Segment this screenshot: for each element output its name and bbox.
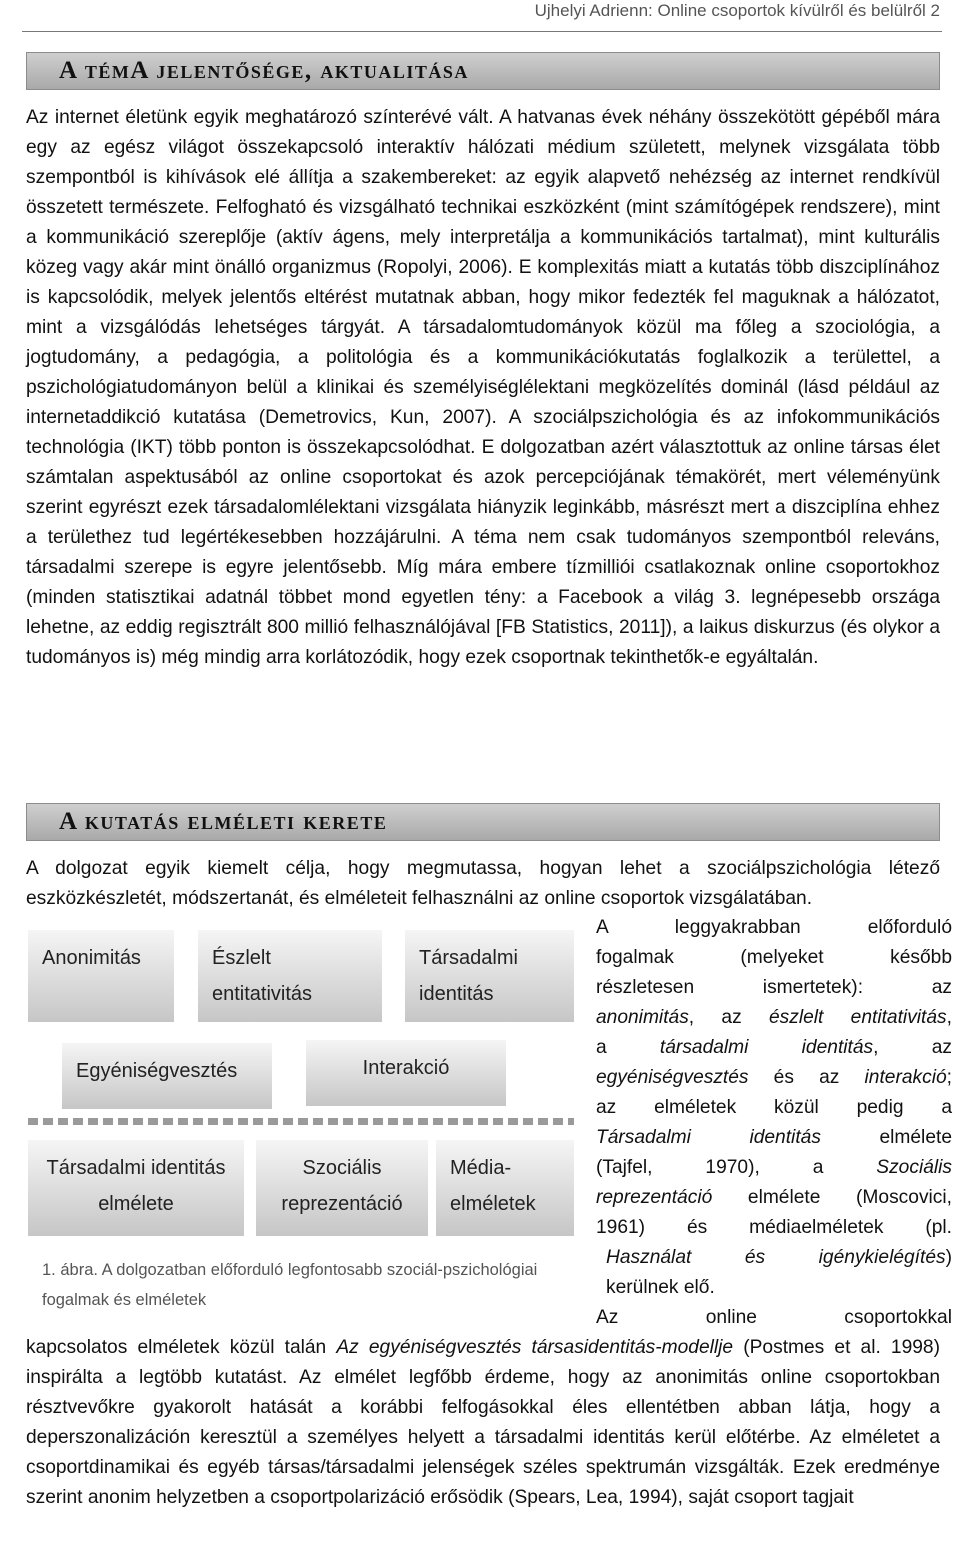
theory-box-social-identity: Társadalmi identitás elmélete xyxy=(28,1140,244,1236)
cont-text-pre: kapcsolatos elméletek közül talán xyxy=(26,1337,337,1358)
cont-text-post: (Postmes et al. 1998) inspirálta a legtöbb kutatást. Az elmélet legfőbb érdeme, hogy az anonimitás online csoportokban résztvevőkre gyakorolt hatását a korábbi felfogásokkal éles ellentétben abban látja, hogy a deperszonalizáción keresztül a személyes helyett a társadalmi identitás kerül előtérbe. Az elméletet a csoportdinamikai és egyéb társas/társadalmi jelenségek széles spektrumán vizsgálták. Ezek eredménye szerint anonim helyzetben a csoportpolarizáció erősödik (Spears, Lea, 1994), saját csoport tagjait xyxy=(26,1337,940,1508)
concept-box-deindividuation: Egyéniségvesztés xyxy=(62,1043,272,1109)
theory-box-media: Média-elméletek xyxy=(436,1140,574,1236)
figure-divider xyxy=(28,1118,574,1125)
theory-box-social-representation: Szociális reprezentáció xyxy=(256,1140,428,1236)
side-line: anonimitás, az észlelt entitativitás, xyxy=(596,1007,952,1028)
side-line: az elméletek közül pedig a xyxy=(596,1097,952,1118)
section1-paragraph: Az internet életünk egyik meghatározó színterévé vált. A hatvanas évek néhány összekötött gépéből mára egy az egész világot összekapcsoló interaktív hálózati médium született, melynek vizsgálata több szempontból is kihívások elé állítja a szakembereket: az egyik alapvető nehézség az internet rendkívül összetett természete. Felfogható és vizsgálható technikai eszközként (mint számítógépek rendszere), mint a kommunikáció szereplője (aktív ágens, mely interpretálja a kommunikációs tartalmat), mint kulturális közeg vagy akár mint önálló organizmus (Ropolyi, 2006). E komplexitás miatt a kutatás több diszciplínához is kapcsolódik, melyek jelentős eltérést mutatnak abban, hogy mikor fedezték fel maguknak a hálózatot, mint a vizsgálódás lehetséges tárgyát. A társadalomtudományok közül ma főleg a szociológia, a jogtudomány, a pedagógia, a politológia és a kommunikációkutatás foglalkozik a területtel, a pszichológiatudományon belül a klinikai és személyiséglélektani megközelítés dominál (lásd például az internetaddikció kutatása (Demetrovics, Kun, 2007). A szociálpszichológia és az infokommunikációs technológia (IKT) több ponton is összekapcsolódhat. E dolgozatban azért választottuk az online társas élet számtalan aspektusából az online csoportokat és azok percepciójának témakörét, mert véleményünk szerint egyrészt ezek társadalomlélektani vizsgálata hiányzik leginkább, másrészt mert a diszciplína ehhez a területhez tud legértékesebben hozzájárulni. A téma nem csak tudományos szempontból releváns, társadalmi szerepe is egyre jelentősebb. Míg mára embere tízmilliói csatlakoznak online csoportokhoz (minden statisztikai adatnál többet mond egyetlen tény: a Facebook a világ 3. legnépesebb országa lehetne, az eddig regisztrált 800 millió felhasználójával [FB Statistics, 2011]), a laikus diskurzus (és olykor a tudományos is) még mindig arra korlátozódik, hogy ezek csoportnak tekinthetők-e egyáltalán. xyxy=(26,107,940,668)
section2-continued-paragraph xyxy=(26,1333,940,1513)
concept-box-entitativity: Észlelt entitativitás xyxy=(198,930,382,1022)
side-line: A leggyakrabban előforduló xyxy=(596,917,952,938)
section-heading-framework: A kutatás elméleti kerete xyxy=(26,803,940,841)
side-line: reprezentáció elmélete (Moscovici, xyxy=(596,1187,952,1208)
side-line: Az online csoportokkal xyxy=(596,1307,952,1328)
side-line: fogalmak (melyeket később xyxy=(596,947,952,968)
side-line: a társadalmi identitás, az xyxy=(596,1037,952,1058)
section-heading-topic: A témA jelentősége, aktualitása xyxy=(26,52,940,90)
cont-text-italic: Az egyéniségvesztés társasidentitás-modellje xyxy=(336,1337,734,1358)
header-rule xyxy=(22,31,942,32)
side-line: egyéniségvesztés és az interakció; xyxy=(596,1067,952,1088)
side-line: kerülnek elő. xyxy=(606,1277,715,1298)
side-line: Használat és igénykielégítés) xyxy=(606,1247,952,1268)
concept-box-interaction: Interakció xyxy=(306,1040,506,1106)
figure-caption: 1. ábra. A dolgozatban előforduló legfontosabb szociál-pszichológiai fogalmak és elméletek xyxy=(42,1261,538,1309)
side-line: (Tajfel, 1970), a Szociális xyxy=(596,1157,952,1178)
concept-box-anonymity: Anonimitás xyxy=(28,930,174,1022)
side-line: Társadalmi identitás elmélete xyxy=(596,1127,952,1148)
section2-intro-paragraph: A dolgozat egyik kiemelt célja, hogy megmutassa, hogyan lehet a szociálpszichológia létező eszközkészletét, módszertanát, és elméleteit felhasználni az online csoportok vizsgálatában. xyxy=(26,858,940,909)
side-line: 1961) és médiaelméletek (pl. xyxy=(596,1217,952,1238)
side-text-column xyxy=(596,913,952,1333)
side-line: részletesen ismertetek): az xyxy=(596,977,952,998)
concept-box-social-identity: Társadalmi identitás xyxy=(405,930,574,1022)
running-head: Ujhelyi Adrienn: Online csoportok kívülről és belülről 2 xyxy=(534,1,940,20)
